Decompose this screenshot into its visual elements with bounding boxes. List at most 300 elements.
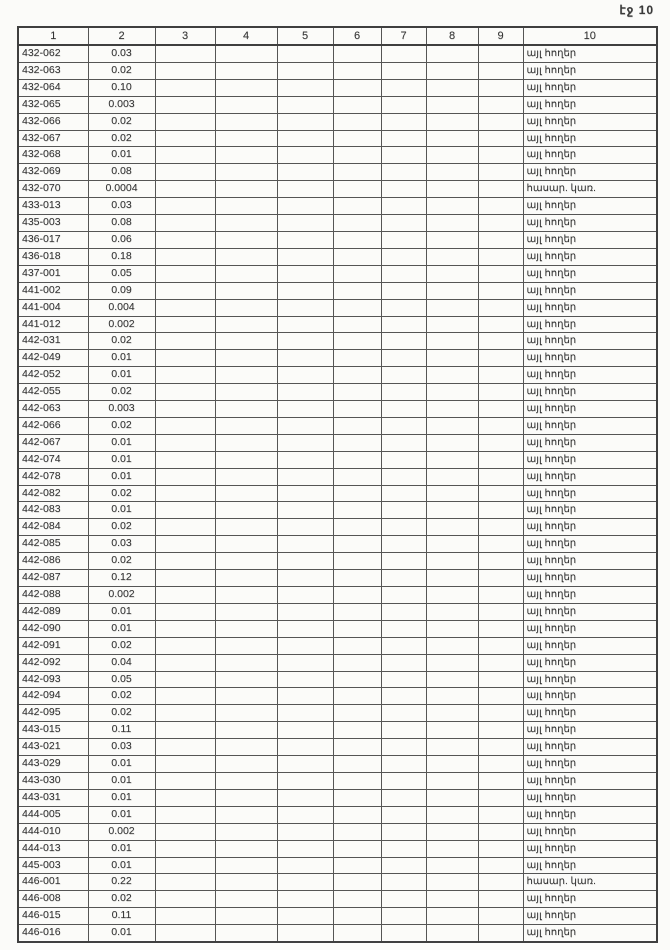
empty-cell xyxy=(333,384,381,401)
empty-cell xyxy=(381,823,426,840)
empty-cell xyxy=(333,553,381,570)
empty-cell xyxy=(155,840,215,857)
area-value-cell: 0.10 xyxy=(88,79,155,96)
area-value-cell: 0.03 xyxy=(88,198,155,215)
empty-cell xyxy=(155,299,215,316)
empty-cell xyxy=(381,468,426,485)
empty-cell xyxy=(478,282,523,299)
empty-cell xyxy=(155,874,215,891)
empty-cell xyxy=(215,62,277,79)
land-category-cell: այլ հողեր xyxy=(523,62,657,79)
empty-cell xyxy=(155,164,215,181)
parcel-code-cell: 446-015 xyxy=(18,908,88,925)
empty-cell xyxy=(277,587,333,604)
column-header-6: 6 xyxy=(333,27,381,45)
parcel-code-cell: 432-065 xyxy=(18,96,88,113)
empty-cell xyxy=(426,62,478,79)
empty-cell xyxy=(215,45,277,62)
empty-cell xyxy=(277,147,333,164)
area-value-cell: 0.01 xyxy=(88,789,155,806)
empty-cell xyxy=(426,857,478,874)
empty-cell xyxy=(333,485,381,502)
empty-cell xyxy=(155,739,215,756)
empty-cell xyxy=(277,806,333,823)
empty-cell xyxy=(155,722,215,739)
table-row xyxy=(18,891,657,908)
parcel-code-cell: 442-052 xyxy=(18,367,88,384)
table-row xyxy=(18,739,657,756)
table-row xyxy=(18,502,657,519)
empty-cell xyxy=(478,299,523,316)
empty-cell xyxy=(215,739,277,756)
empty-cell xyxy=(381,637,426,654)
empty-cell xyxy=(478,198,523,215)
area-value-cell: 0.22 xyxy=(88,874,155,891)
empty-cell xyxy=(478,485,523,502)
table-row xyxy=(18,45,657,62)
empty-cell xyxy=(426,553,478,570)
empty-cell xyxy=(478,620,523,637)
empty-cell xyxy=(155,62,215,79)
empty-cell xyxy=(426,181,478,198)
table-row xyxy=(18,265,657,282)
empty-cell xyxy=(381,857,426,874)
empty-cell xyxy=(333,620,381,637)
empty-cell xyxy=(333,96,381,113)
empty-cell xyxy=(333,857,381,874)
empty-cell xyxy=(426,925,478,942)
empty-cell xyxy=(155,248,215,265)
empty-cell xyxy=(333,147,381,164)
empty-cell xyxy=(155,925,215,942)
empty-cell xyxy=(381,265,426,282)
empty-cell xyxy=(426,908,478,925)
table-row xyxy=(18,722,657,739)
table-row xyxy=(18,485,657,502)
area-value-cell: 0.01 xyxy=(88,756,155,773)
empty-cell xyxy=(277,282,333,299)
empty-cell xyxy=(426,384,478,401)
parcel-code-cell: 442-088 xyxy=(18,587,88,604)
empty-cell xyxy=(426,79,478,96)
land-category-cell: այլ հողեր xyxy=(523,553,657,570)
empty-cell xyxy=(277,739,333,756)
table-row xyxy=(18,908,657,925)
empty-cell xyxy=(478,401,523,418)
area-value-cell: 0.01 xyxy=(88,620,155,637)
empty-cell xyxy=(426,536,478,553)
empty-cell xyxy=(215,316,277,333)
table-row xyxy=(18,688,657,705)
empty-cell xyxy=(277,840,333,857)
empty-cell xyxy=(333,908,381,925)
empty-cell xyxy=(333,587,381,604)
empty-cell xyxy=(215,181,277,198)
table-row xyxy=(18,451,657,468)
land-category-cell: այլ հողեր xyxy=(523,587,657,604)
empty-cell xyxy=(155,417,215,434)
column-header-1: 1 xyxy=(18,27,88,45)
empty-cell xyxy=(215,705,277,722)
area-value-cell: 0.01 xyxy=(88,147,155,164)
table-row xyxy=(18,79,657,96)
empty-cell xyxy=(478,434,523,451)
parcel-code-cell: 442-094 xyxy=(18,688,88,705)
empty-cell xyxy=(381,299,426,316)
empty-cell xyxy=(478,553,523,570)
table-row xyxy=(18,519,657,536)
empty-cell xyxy=(426,806,478,823)
empty-cell xyxy=(333,806,381,823)
empty-cell xyxy=(426,637,478,654)
empty-cell xyxy=(478,350,523,367)
empty-cell xyxy=(333,570,381,587)
table-row xyxy=(18,756,657,773)
empty-cell xyxy=(215,417,277,434)
empty-cell xyxy=(478,468,523,485)
empty-cell xyxy=(155,198,215,215)
empty-cell xyxy=(478,756,523,773)
empty-cell xyxy=(426,671,478,688)
empty-cell xyxy=(381,434,426,451)
table-row xyxy=(18,113,657,130)
area-value-cell: 0.01 xyxy=(88,603,155,620)
empty-cell xyxy=(333,637,381,654)
empty-cell xyxy=(333,451,381,468)
area-value-cell: 0.11 xyxy=(88,908,155,925)
empty-cell xyxy=(426,772,478,789)
table-row xyxy=(18,350,657,367)
empty-cell xyxy=(155,96,215,113)
parcel-code-cell: 442-083 xyxy=(18,502,88,519)
column-header-9: 9 xyxy=(478,27,523,45)
empty-cell xyxy=(478,231,523,248)
land-category-cell: այլ հողեր xyxy=(523,265,657,282)
empty-cell xyxy=(215,333,277,350)
empty-cell xyxy=(333,316,381,333)
empty-cell xyxy=(426,130,478,147)
table-row xyxy=(18,282,657,299)
land-category-cell: այլ հողեր xyxy=(523,840,657,857)
empty-cell xyxy=(333,198,381,215)
parcel-code-cell: 442-090 xyxy=(18,620,88,637)
empty-cell xyxy=(215,722,277,739)
empty-cell xyxy=(333,79,381,96)
empty-cell xyxy=(426,620,478,637)
table-row xyxy=(18,215,657,232)
area-value-cell: 0.09 xyxy=(88,282,155,299)
empty-cell xyxy=(381,282,426,299)
empty-cell xyxy=(277,231,333,248)
empty-cell xyxy=(381,333,426,350)
area-value-cell: 0.02 xyxy=(88,113,155,130)
table-row xyxy=(18,401,657,418)
table-row xyxy=(18,299,657,316)
land-category-cell: այլ հողեր xyxy=(523,333,657,350)
parcel-code-cell: 442-091 xyxy=(18,637,88,654)
empty-cell xyxy=(155,434,215,451)
parcel-code-cell: 432-063 xyxy=(18,62,88,79)
parcel-code-cell: 435-003 xyxy=(18,215,88,232)
land-category-cell: այլ հողեր xyxy=(523,739,657,756)
empty-cell xyxy=(333,705,381,722)
column-header-2: 2 xyxy=(88,27,155,45)
empty-cell xyxy=(333,722,381,739)
empty-cell xyxy=(155,620,215,637)
empty-cell xyxy=(333,789,381,806)
empty-cell xyxy=(215,198,277,215)
area-value-cell: 0.0004 xyxy=(88,181,155,198)
empty-cell xyxy=(478,654,523,671)
empty-cell xyxy=(381,806,426,823)
area-value-cell: 0.02 xyxy=(88,384,155,401)
land-category-cell: այլ հողեր xyxy=(523,570,657,587)
empty-cell xyxy=(155,603,215,620)
area-value-cell: 0.01 xyxy=(88,840,155,857)
empty-cell xyxy=(215,671,277,688)
area-value-cell: 0.03 xyxy=(88,739,155,756)
empty-cell xyxy=(333,502,381,519)
empty-cell xyxy=(381,401,426,418)
empty-cell xyxy=(426,451,478,468)
empty-cell xyxy=(381,908,426,925)
empty-cell xyxy=(381,705,426,722)
empty-cell xyxy=(426,502,478,519)
area-value-cell: 0.01 xyxy=(88,857,155,874)
empty-cell xyxy=(215,603,277,620)
area-value-cell: 0.002 xyxy=(88,316,155,333)
empty-cell xyxy=(333,130,381,147)
parcel-code-cell: 432-062 xyxy=(18,45,88,62)
empty-cell xyxy=(277,553,333,570)
area-value-cell: 0.02 xyxy=(88,130,155,147)
empty-cell xyxy=(215,756,277,773)
empty-cell xyxy=(215,265,277,282)
area-value-cell: 0.03 xyxy=(88,45,155,62)
empty-cell xyxy=(426,299,478,316)
table-row xyxy=(18,789,657,806)
empty-cell xyxy=(215,925,277,942)
empty-cell xyxy=(381,654,426,671)
empty-cell xyxy=(426,840,478,857)
area-value-cell: 0.08 xyxy=(88,164,155,181)
land-category-cell: այլ հողեր xyxy=(523,350,657,367)
empty-cell xyxy=(277,705,333,722)
empty-cell xyxy=(478,874,523,891)
empty-cell xyxy=(333,401,381,418)
empty-cell xyxy=(426,756,478,773)
empty-cell xyxy=(381,198,426,215)
empty-cell xyxy=(478,130,523,147)
area-value-cell: 0.02 xyxy=(88,705,155,722)
land-category-cell: այլ հողեր xyxy=(523,198,657,215)
empty-cell xyxy=(333,468,381,485)
empty-cell xyxy=(381,671,426,688)
land-category-cell: այլ հողեր xyxy=(523,113,657,130)
parcel-code-cell: 442-086 xyxy=(18,553,88,570)
empty-cell xyxy=(333,181,381,198)
land-category-cell: այլ հողեր xyxy=(523,164,657,181)
empty-cell xyxy=(277,570,333,587)
empty-cell xyxy=(277,637,333,654)
parcel-code-cell: 442-092 xyxy=(18,654,88,671)
empty-cell xyxy=(215,485,277,502)
parcel-code-cell: 441-012 xyxy=(18,316,88,333)
parcel-code-cell: 442-063 xyxy=(18,401,88,418)
empty-cell xyxy=(215,857,277,874)
empty-cell xyxy=(381,603,426,620)
empty-cell xyxy=(215,806,277,823)
empty-cell xyxy=(155,350,215,367)
empty-cell xyxy=(155,536,215,553)
empty-cell xyxy=(215,434,277,451)
empty-cell xyxy=(155,265,215,282)
empty-cell xyxy=(277,688,333,705)
land-category-cell: այլ հողեր xyxy=(523,316,657,333)
empty-cell xyxy=(478,637,523,654)
empty-cell xyxy=(381,451,426,468)
area-value-cell: 0.02 xyxy=(88,519,155,536)
empty-cell xyxy=(215,299,277,316)
empty-cell xyxy=(155,908,215,925)
empty-cell xyxy=(277,248,333,265)
empty-cell xyxy=(277,79,333,96)
parcel-code-cell: 441-004 xyxy=(18,299,88,316)
empty-cell xyxy=(215,96,277,113)
land-category-cell: այլ հողեր xyxy=(523,925,657,942)
empty-cell xyxy=(277,502,333,519)
parcel-code-cell: 442-087 xyxy=(18,570,88,587)
table-row xyxy=(18,536,657,553)
empty-cell xyxy=(155,113,215,130)
empty-cell xyxy=(381,231,426,248)
land-category-cell: այլ հողեր xyxy=(523,130,657,147)
empty-cell xyxy=(478,451,523,468)
parcel-code-cell: 443-030 xyxy=(18,772,88,789)
parcel-code-cell: 444-013 xyxy=(18,840,88,857)
land-category-cell: այլ հողեր xyxy=(523,299,657,316)
area-value-cell: 0.01 xyxy=(88,502,155,519)
empty-cell xyxy=(333,248,381,265)
empty-cell xyxy=(478,147,523,164)
column-header-7: 7 xyxy=(381,27,426,45)
empty-cell xyxy=(478,181,523,198)
empty-cell xyxy=(381,536,426,553)
empty-cell xyxy=(426,874,478,891)
empty-cell xyxy=(478,417,523,434)
empty-cell xyxy=(155,857,215,874)
empty-cell xyxy=(155,671,215,688)
land-category-cell: այլ հողեր xyxy=(523,468,657,485)
empty-cell xyxy=(478,536,523,553)
land-category-cell: այլ հողեր xyxy=(523,367,657,384)
table-row xyxy=(18,434,657,451)
empty-cell xyxy=(155,130,215,147)
table-row xyxy=(18,367,657,384)
empty-cell xyxy=(426,248,478,265)
parcel-code-cell: 442-093 xyxy=(18,671,88,688)
empty-cell xyxy=(478,45,523,62)
empty-cell xyxy=(215,384,277,401)
empty-cell xyxy=(277,45,333,62)
empty-cell xyxy=(426,603,478,620)
parcel-code-cell: 442-089 xyxy=(18,603,88,620)
empty-cell xyxy=(155,654,215,671)
empty-cell xyxy=(381,620,426,637)
land-category-cell: այլ հողեր xyxy=(523,451,657,468)
land-category-cell: այլ հողեր xyxy=(523,722,657,739)
parcel-code-cell: 436-018 xyxy=(18,248,88,265)
land-category-cell: այլ հողեր xyxy=(523,756,657,773)
empty-cell xyxy=(155,215,215,232)
area-value-cell: 0.02 xyxy=(88,417,155,434)
land-category-cell: այլ հողեր xyxy=(523,96,657,113)
empty-cell xyxy=(478,502,523,519)
empty-cell xyxy=(426,316,478,333)
empty-cell xyxy=(155,181,215,198)
empty-cell xyxy=(155,79,215,96)
table-row xyxy=(18,620,657,637)
table-row xyxy=(18,806,657,823)
area-value-cell: 0.06 xyxy=(88,231,155,248)
parcel-code-cell: 443-015 xyxy=(18,722,88,739)
empty-cell xyxy=(478,806,523,823)
empty-cell xyxy=(426,688,478,705)
empty-cell xyxy=(381,587,426,604)
empty-cell xyxy=(215,789,277,806)
empty-cell xyxy=(381,756,426,773)
empty-cell xyxy=(155,468,215,485)
parcel-code-cell: 432-068 xyxy=(18,147,88,164)
empty-cell xyxy=(333,45,381,62)
land-category-cell: այլ հողեր xyxy=(523,908,657,925)
empty-cell xyxy=(155,772,215,789)
area-value-cell: 0.02 xyxy=(88,333,155,350)
empty-cell xyxy=(277,485,333,502)
empty-cell xyxy=(333,265,381,282)
empty-cell xyxy=(215,519,277,536)
empty-cell xyxy=(215,891,277,908)
table-row xyxy=(18,316,657,333)
column-header-5: 5 xyxy=(277,27,333,45)
table-row xyxy=(18,231,657,248)
land-category-cell: այլ հողեր xyxy=(523,519,657,536)
empty-cell xyxy=(155,45,215,62)
land-category-cell: հասար. կառ. xyxy=(523,181,657,198)
empty-cell xyxy=(333,823,381,840)
empty-cell xyxy=(155,637,215,654)
table-row xyxy=(18,553,657,570)
empty-cell xyxy=(381,79,426,96)
land-category-cell: այլ հողեր xyxy=(523,789,657,806)
empty-cell xyxy=(333,891,381,908)
empty-cell xyxy=(381,367,426,384)
column-header-4: 4 xyxy=(215,27,277,45)
empty-cell xyxy=(215,231,277,248)
empty-cell xyxy=(277,536,333,553)
empty-cell xyxy=(215,350,277,367)
empty-cell xyxy=(155,519,215,536)
empty-cell xyxy=(155,485,215,502)
empty-cell xyxy=(478,570,523,587)
table-row xyxy=(18,62,657,79)
empty-cell xyxy=(333,113,381,130)
area-value-cell: 0.01 xyxy=(88,925,155,942)
empty-cell xyxy=(215,688,277,705)
empty-cell xyxy=(277,891,333,908)
empty-cell xyxy=(381,722,426,739)
table-row xyxy=(18,840,657,857)
